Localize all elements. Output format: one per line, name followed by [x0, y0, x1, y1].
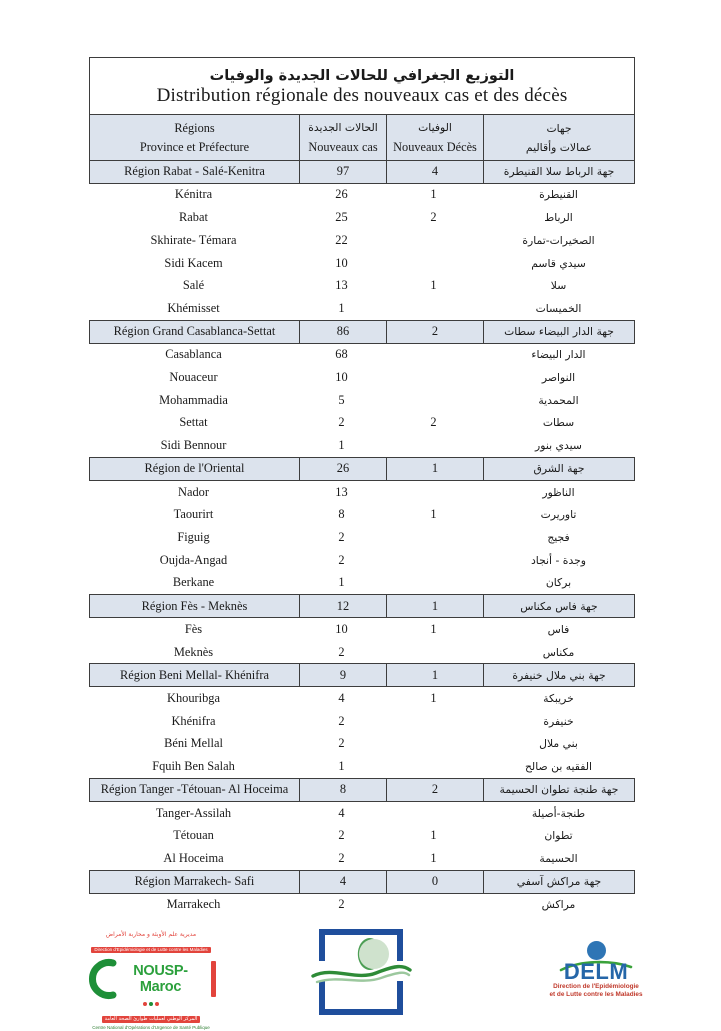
- nousp-dots: [86, 1002, 216, 1006]
- province-name-ar: سطات: [542, 416, 575, 430]
- header-regions-ar-line2: عمالات وأقاليم: [525, 141, 593, 155]
- province-name-ar: وجدة - أنجاد: [530, 553, 587, 567]
- region-name-ar: جهة مراكش آسفي: [483, 871, 634, 893]
- province-cases: 2: [338, 552, 345, 567]
- region-name-ar: جهة فاس مكناس: [483, 595, 634, 617]
- province-deaths: 1: [430, 507, 437, 522]
- region-cases: 12: [299, 595, 386, 617]
- province-row: [89, 549, 635, 572]
- region-name-fr: Région Fès - Meknès: [141, 598, 248, 613]
- province-cases: 2: [338, 850, 345, 865]
- province-name-fr: Khouribga: [167, 691, 220, 706]
- province-name-ar: مكناس: [542, 645, 575, 659]
- province-name-ar: الدار البيضاء: [531, 348, 586, 362]
- province-row: [89, 229, 635, 252]
- region-row: [89, 594, 635, 618]
- province-cases: 1: [338, 759, 345, 774]
- region-row: [89, 457, 635, 481]
- province-name-ar: فاس: [547, 622, 570, 636]
- province-name-fr: Rabat: [179, 210, 208, 225]
- province-cases: 2: [338, 415, 345, 430]
- region-row: [89, 870, 635, 894]
- region-name-fr: Région Grand Casablanca-Settat: [113, 324, 276, 339]
- province-cases: 10: [335, 255, 348, 270]
- province-name-fr: Settat: [179, 415, 208, 430]
- province-cases: 1: [338, 300, 345, 315]
- province-cases: 8: [338, 507, 345, 522]
- region-deaths: 4: [386, 161, 483, 183]
- province-name-ar: تاوريرت: [540, 508, 577, 522]
- nousp-wordmark: NOUSP-Maroc: [133, 963, 188, 996]
- region-cases: 8: [299, 779, 386, 801]
- province-name-fr: Al Hoceima: [163, 850, 224, 865]
- province-name-fr: Tétouan: [173, 828, 214, 843]
- region-deaths: 0: [386, 871, 483, 893]
- province-deaths: 2: [430, 210, 437, 225]
- region-cases: 4: [299, 871, 386, 893]
- header-regions-ar-line1: جهات: [546, 121, 572, 135]
- province-row: [89, 687, 635, 710]
- region-name-fr: Région Beni Mellal- Khénifra: [120, 667, 269, 682]
- province-name-ar: المحمدية: [538, 393, 579, 407]
- region-deaths: 1: [386, 664, 483, 686]
- province-cases: 2: [338, 713, 345, 728]
- region-cases: 97: [299, 161, 386, 183]
- province-row: [89, 389, 635, 412]
- region-name-fr: Région de l'Oriental: [144, 461, 245, 476]
- province-name-fr: Kénitra: [174, 187, 213, 202]
- province-cases: 2: [338, 828, 345, 843]
- province-cases: 13: [335, 278, 348, 293]
- delm-subtitle-line2: et de Lutte contre les Maladies: [549, 991, 643, 999]
- province-row: [89, 366, 635, 389]
- distribution-table: [89, 57, 635, 916]
- delm-subtitle-line1: Direction de l'Epidémiologie: [553, 983, 639, 991]
- province-name-fr: Casablanca: [165, 347, 222, 362]
- province-row: [89, 710, 635, 733]
- province-name-fr: Fès: [184, 621, 203, 636]
- province-name-ar: سلا: [550, 279, 567, 293]
- ministry-emblem-logo: [311, 923, 411, 1022]
- province-name-fr: Berkane: [172, 575, 215, 590]
- province-cases: 2: [338, 897, 345, 912]
- ministry-emblem-icon: [311, 923, 411, 1017]
- province-row: [89, 618, 635, 641]
- province-name-ar: بني ملال: [539, 737, 578, 751]
- province-cases: 10: [335, 370, 348, 385]
- province-cases: 4: [338, 691, 345, 706]
- header-regions: [90, 115, 299, 160]
- province-row: [89, 572, 635, 595]
- province-name-fr: Marrakech: [166, 897, 221, 912]
- region-name-ar: جهة الرباط سلا القنيطرة: [483, 161, 634, 183]
- province-cases: 5: [338, 392, 345, 407]
- province-name-ar: خنيفرة: [543, 714, 574, 728]
- region-deaths: 1: [386, 458, 483, 480]
- province-deaths: 1: [430, 850, 437, 865]
- province-name-fr: Taourirt: [173, 507, 214, 522]
- region-name-ar: جهة الشرق: [483, 458, 634, 480]
- province-cases: 22: [335, 232, 348, 247]
- province-cases: 4: [338, 805, 345, 820]
- province-name-ar: الحسيمة: [539, 851, 578, 865]
- province-row: [89, 526, 635, 549]
- province-name-fr: Figuig: [177, 529, 210, 544]
- province-name-ar: مراكش: [541, 898, 576, 912]
- province-deaths: 2: [430, 415, 437, 430]
- province-name-ar: سيدي قاسم: [531, 256, 586, 270]
- province-row: [89, 503, 635, 526]
- region-deaths: 2: [386, 321, 483, 343]
- table-title-block: [89, 57, 635, 116]
- nousp-direction-french-text: Direction d'Epidémiologie et de Lutte contre les Maladies: [91, 947, 210, 953]
- province-name-ar: الناظور: [542, 485, 575, 499]
- region-name-fr: Région Tanger -Tétouan- Al Hoceima: [100, 782, 289, 797]
- province-name-fr: Béni Mellal: [164, 736, 223, 751]
- province-name-ar: الخميسات: [535, 301, 582, 315]
- province-name-ar: الفقيه بن صالح: [524, 760, 593, 774]
- province-name-fr: Nouaceur: [169, 370, 218, 385]
- region-row: [89, 160, 635, 184]
- header-regions-arabic: [483, 115, 634, 160]
- header-regions-line2: Province et Préfecture: [139, 140, 250, 155]
- province-name-fr: Oujda-Angad: [159, 552, 228, 567]
- header-new-deaths-fr: Nouveaux Décès: [393, 139, 477, 154]
- nousp-red-bar: [211, 961, 216, 997]
- province-deaths: 1: [430, 187, 437, 202]
- province-row: [89, 824, 635, 847]
- province-row: [89, 434, 635, 457]
- nousp-center-arabic-text: المركز الوطني لعمليات طوارئ الصحة العامة: [102, 1016, 201, 1023]
- province-name-ar: الصخيرات-تمارة: [522, 233, 595, 247]
- province-deaths: 1: [430, 691, 437, 706]
- region-row: [89, 663, 635, 687]
- title-french: Distribution régionale des nouveaux cas et des décès: [156, 84, 568, 106]
- header-new-deaths-ar: الوفيات: [418, 121, 452, 135]
- region-deaths: 1: [386, 595, 483, 617]
- province-cases: 1: [338, 438, 345, 453]
- region-name-fr: Région Marrakech- Safi: [134, 874, 255, 889]
- province-name-ar: تطوان: [544, 829, 573, 843]
- province-name-ar: فجيج: [547, 530, 570, 544]
- province-name-ar: النواصر: [541, 371, 576, 385]
- province-name-fr: Meknès: [173, 644, 214, 659]
- province-name-fr: Tanger-Assilah: [155, 805, 232, 820]
- province-cases: 13: [335, 484, 348, 499]
- region-cases: 9: [299, 664, 386, 686]
- province-row: [89, 412, 635, 435]
- province-row: [89, 755, 635, 778]
- province-name-fr: Sidi Bennour: [160, 438, 227, 453]
- province-row: [89, 802, 635, 825]
- province-row: [89, 641, 635, 664]
- province-deaths: 1: [430, 278, 437, 293]
- region-row: [89, 778, 635, 802]
- region-cases: 26: [299, 458, 386, 480]
- province-name-fr: Salé: [182, 278, 205, 293]
- header-new-cases: [299, 115, 386, 160]
- province-name-ar: خريبكة: [543, 692, 574, 706]
- province-row: [89, 206, 635, 229]
- province-name-fr: Fquih Ben Salah: [152, 759, 235, 774]
- province-name-ar: القنيطرة: [539, 188, 578, 202]
- province-row: [89, 847, 635, 870]
- region-deaths: 2: [386, 779, 483, 801]
- province-name-ar: الرباط: [544, 211, 573, 225]
- table-header-row: [89, 114, 635, 161]
- province-row: [89, 252, 635, 275]
- region-name-fr: Région Rabat - Salé-Kenitra: [124, 164, 265, 179]
- province-name-fr: Khénifra: [171, 713, 216, 728]
- province-name-fr: Nador: [178, 484, 209, 499]
- nousp-direction-arabic-text: مديرية علم الأوبئة و محاربة الأمراض: [105, 931, 197, 938]
- header-new-cases-fr: Nouveaux cas: [308, 139, 378, 154]
- province-row: [89, 733, 635, 756]
- region-name-ar: جهة الدار البيضاء سطات: [483, 321, 634, 343]
- province-name-ar: بركان: [545, 576, 572, 590]
- nousp-center-french-text: Centre National d'Opérations d'Urgence de Santé Publique: [92, 1025, 210, 1031]
- province-cases: 68: [335, 347, 348, 362]
- delm-wordmark: DELM: [563, 959, 629, 984]
- region-name-ar: جهة طنجة تطوان الحسيمة: [483, 779, 634, 801]
- province-cases: 25: [335, 210, 348, 225]
- province-name-ar: طنجة-أصيلة: [531, 806, 586, 820]
- province-row: [89, 894, 635, 917]
- province-row: [89, 481, 635, 504]
- province-row: [89, 297, 635, 320]
- header-new-deaths: [386, 115, 483, 160]
- region-name-ar: جهة بني ملال خنيفرة: [483, 664, 634, 686]
- province-cases: 10: [335, 621, 348, 636]
- province-name-fr: Khémisset: [167, 300, 220, 315]
- title-arabic: التوزيع الجغرافي للحالات الجديدة والوفيات: [209, 67, 515, 84]
- delm-logo: [548, 941, 644, 999]
- header-regions-line1: Régions: [174, 120, 215, 135]
- province-cases: 2: [338, 529, 345, 544]
- province-name-fr: Skhirate- Témara: [150, 232, 237, 247]
- province-cases: 2: [338, 644, 345, 659]
- province-row: [89, 184, 635, 207]
- region-row: [89, 320, 635, 344]
- province-name-fr: Mohammadia: [159, 392, 228, 407]
- nousp-maroc-logo: [86, 931, 216, 1031]
- province-cases: 2: [338, 736, 345, 751]
- province-cases: 26: [335, 187, 348, 202]
- region-cases: 86: [299, 321, 386, 343]
- province-name-fr: Sidi Kacem: [164, 255, 223, 270]
- header-new-cases-ar: الحالات الجديدة: [308, 121, 378, 135]
- province-deaths: 1: [430, 828, 437, 843]
- province-cases: 1: [338, 575, 345, 590]
- province-row: [89, 274, 635, 297]
- province-deaths: 1: [430, 621, 437, 636]
- province-row: [89, 344, 635, 367]
- province-name-ar: سيدي بنور: [535, 439, 582, 453]
